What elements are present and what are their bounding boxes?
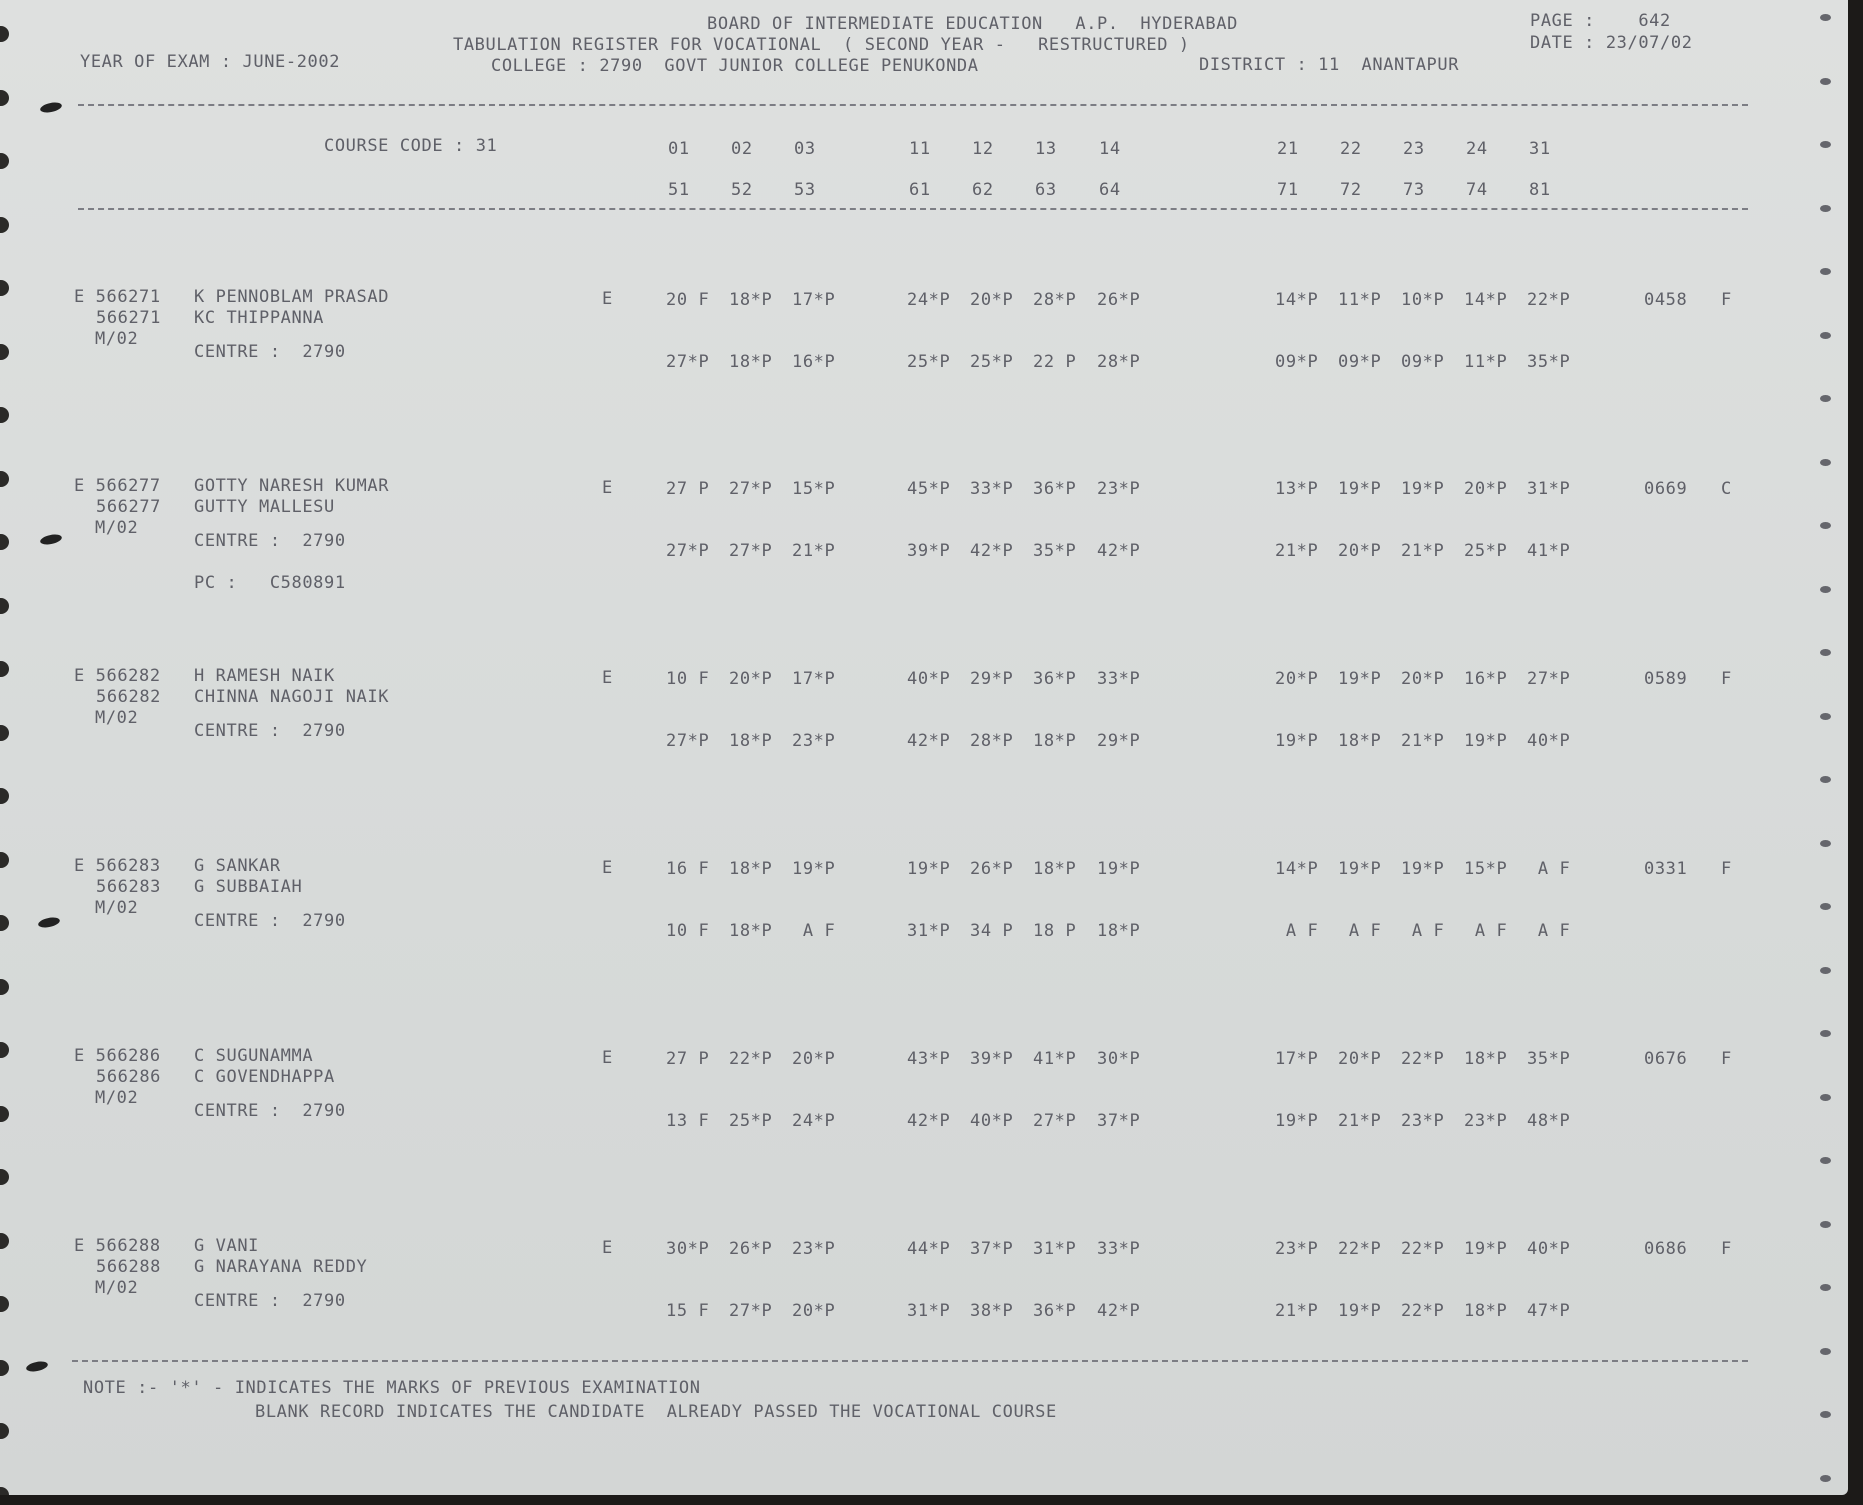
- father-name: G SUBBAIAH: [194, 877, 303, 897]
- mark-cell: 18*P: [729, 290, 773, 310]
- mark-cell: 18*P: [729, 921, 773, 941]
- mark-cell: 36*P: [1033, 669, 1077, 689]
- feed-hole: [1820, 332, 1831, 339]
- exam-session: M/02: [95, 898, 139, 918]
- medium: E: [602, 289, 613, 309]
- feed-hole: [1820, 1475, 1831, 1482]
- mark-cell: 11*P: [1464, 352, 1508, 372]
- mark-cell: 27*P: [666, 541, 710, 561]
- ink-blot: [25, 1360, 48, 1373]
- feed-hole: [1820, 14, 1831, 21]
- mark-cell: 16*P: [1464, 669, 1508, 689]
- page-number: PAGE : 642: [1530, 11, 1671, 31]
- footer-note: NOTE :- '*' - INDICATES THE MARKS OF PREVIOUS EXAMINATION: [83, 1378, 701, 1398]
- mark-cell: 25*P: [970, 352, 1014, 372]
- mark-cell: A F: [1527, 859, 1571, 879]
- candidate-name: G VANI: [194, 1236, 260, 1256]
- hall-ticket-number: 566283: [96, 877, 162, 897]
- mark-cell: A F: [1401, 921, 1445, 941]
- registration-number: E 566271: [74, 287, 161, 307]
- father-name: G NARAYANA REDDY: [194, 1257, 368, 1277]
- mark-cell: 41*P: [1033, 1049, 1077, 1069]
- mark-cell: 37*P: [1097, 1111, 1141, 1131]
- mark-cell: 42*P: [970, 541, 1014, 561]
- centre-code: CENTRE : 2790: [194, 342, 346, 362]
- feed-hole: [0, 407, 9, 423]
- mark-cell: 27*P: [1033, 1111, 1077, 1131]
- subject-code: 53: [794, 180, 816, 200]
- mark-cell: 22*P: [1401, 1049, 1445, 1069]
- candidate-name: K PENNOBLAM PRASAD: [194, 287, 390, 307]
- mark-cell: 14*P: [1464, 290, 1508, 310]
- feed-hole: [0, 598, 9, 614]
- mark-cell: 21*P: [1401, 731, 1445, 751]
- mark-cell: 47*P: [1527, 1301, 1571, 1321]
- ink-blot: [37, 916, 60, 929]
- mark-cell: 30*P: [1097, 1049, 1141, 1069]
- subject-code: 74: [1466, 180, 1488, 200]
- mark-cell: 29*P: [970, 669, 1014, 689]
- feed-hole: [0, 1042, 9, 1058]
- exam-session: M/02: [95, 1278, 139, 1298]
- feed-hole: [0, 344, 9, 360]
- mark-cell: 19*P: [1097, 859, 1141, 879]
- mark-cell: 18 P: [1033, 921, 1077, 941]
- feed-hole: [1820, 395, 1831, 402]
- result-code: F: [1721, 1239, 1732, 1259]
- hall-ticket-number: 566286: [96, 1067, 162, 1087]
- feed-hole: [0, 1233, 9, 1249]
- mark-cell: 14*P: [1275, 290, 1319, 310]
- mark-cell: 18*P: [1033, 731, 1077, 751]
- mark-cell: 09*P: [1338, 352, 1382, 372]
- footer-note-blank-record: BLANK RECORD INDICATES THE CANDIDATE ALREADY PASSED THE VOCATIONAL COURSE: [255, 1402, 1057, 1422]
- total-marks: 0458: [1644, 290, 1688, 310]
- subject-code: 13: [1035, 139, 1057, 159]
- mark-cell: 25*P: [907, 352, 951, 372]
- mark-cell: 27 P: [666, 479, 710, 499]
- centre-code: CENTRE : 2790: [194, 531, 346, 551]
- mark-cell: 19*P: [1275, 1111, 1319, 1131]
- mark-cell: 33*P: [970, 479, 1014, 499]
- feed-hole: [1820, 78, 1831, 85]
- subject-code: 63: [1035, 180, 1057, 200]
- mark-cell: 29*P: [1097, 731, 1141, 751]
- total-marks: 0331: [1644, 859, 1688, 879]
- mark-cell: 17*P: [792, 669, 836, 689]
- mark-cell: 26*P: [970, 859, 1014, 879]
- feed-hole: [1820, 586, 1831, 593]
- mark-cell: 13*P: [1275, 479, 1319, 499]
- total-marks: 0676: [1644, 1049, 1688, 1069]
- subject-code: 31: [1529, 139, 1551, 159]
- mark-cell: 27*P: [666, 352, 710, 372]
- mark-cell: 39*P: [907, 541, 951, 561]
- feed-hole: [0, 1423, 9, 1439]
- centre-code: CENTRE : 2790: [194, 1291, 346, 1311]
- feed-hole: [0, 26, 9, 42]
- ink-blot: [39, 533, 62, 546]
- mark-cell: 48*P: [1527, 1111, 1571, 1131]
- mark-cell: 13 F: [666, 1111, 710, 1131]
- mark-cell: 20 F: [666, 290, 710, 310]
- result-code: F: [1721, 1049, 1732, 1069]
- mark-cell: 18*P: [729, 352, 773, 372]
- candidate-name: C SUGUNAMMA: [194, 1046, 314, 1066]
- mark-cell: 35*P: [1527, 1049, 1571, 1069]
- mark-cell: 21*P: [1275, 541, 1319, 561]
- subject-code: 23: [1403, 139, 1425, 159]
- mark-cell: 18*P: [1097, 921, 1141, 941]
- mark-cell: 19*P: [1338, 479, 1382, 499]
- subject-code: 11: [909, 139, 931, 159]
- mark-cell: 19*P: [1338, 1301, 1382, 1321]
- mark-cell: 27*P: [1527, 669, 1571, 689]
- subject-code: 52: [731, 180, 753, 200]
- mark-cell: 19*P: [1401, 859, 1445, 879]
- mark-cell: 45*P: [907, 479, 951, 499]
- course-code: COURSE CODE : 31: [324, 136, 498, 156]
- mark-cell: 28*P: [1033, 290, 1077, 310]
- feed-hole: [1820, 1348, 1831, 1355]
- mark-cell: 19*P: [1464, 1239, 1508, 1259]
- candidate-name: GOTTY NARESH KUMAR: [194, 476, 390, 496]
- district-info: DISTRICT : 11 ANANTAPUR: [1199, 55, 1460, 75]
- mark-cell: 40*P: [1527, 731, 1571, 751]
- feed-hole: [0, 1106, 9, 1122]
- subject-code: 01: [668, 139, 690, 159]
- mark-cell: 18*P: [1464, 1301, 1508, 1321]
- mark-cell: 42*P: [907, 1111, 951, 1131]
- college-info: COLLEGE : 2790 GOVT JUNIOR COLLEGE PENUKONDA: [491, 56, 979, 76]
- mark-cell: 19*P: [792, 859, 836, 879]
- mark-cell: 42*P: [907, 731, 951, 751]
- mark-cell: 36*P: [1033, 1301, 1077, 1321]
- year-of-exam: YEAR OF EXAM : JUNE-2002: [80, 52, 341, 72]
- mark-cell: 26*P: [729, 1239, 773, 1259]
- feed-hole: [1820, 1030, 1831, 1037]
- mark-cell: 26*P: [1097, 290, 1141, 310]
- mark-cell: 22*P: [1401, 1301, 1445, 1321]
- exam-session: M/02: [95, 1088, 139, 1108]
- feed-hole: [0, 788, 9, 804]
- mark-cell: 33*P: [1097, 1239, 1141, 1259]
- mark-cell: 23*P: [792, 1239, 836, 1259]
- feed-hole: [0, 280, 9, 296]
- centre-code: CENTRE : 2790: [194, 721, 346, 741]
- mark-cell: 15*P: [792, 479, 836, 499]
- feed-hole: [1820, 205, 1831, 212]
- feed-hole: [0, 1487, 9, 1495]
- mark-cell: 17*P: [792, 290, 836, 310]
- subject-code: 73: [1403, 180, 1425, 200]
- mark-cell: 27*P: [729, 1301, 773, 1321]
- medium: E: [602, 858, 613, 878]
- feed-hole: [1820, 1094, 1831, 1101]
- mark-cell: 21*P: [792, 541, 836, 561]
- ink-blot: [39, 101, 62, 114]
- mark-cell: 15 F: [666, 1301, 710, 1321]
- mark-cell: 23*P: [1464, 1111, 1508, 1131]
- feed-hole: [0, 979, 9, 995]
- registration-number: E 566286: [74, 1046, 161, 1066]
- mark-cell: 22*P: [1338, 1239, 1382, 1259]
- mark-cell: 28*P: [970, 731, 1014, 751]
- mark-cell: 27*P: [729, 479, 773, 499]
- mark-cell: 20*P: [1338, 541, 1382, 561]
- mark-cell: 20*P: [792, 1301, 836, 1321]
- mark-cell: 38*P: [970, 1301, 1014, 1321]
- medium: E: [602, 1048, 613, 1068]
- mark-cell: 34 P: [970, 921, 1014, 941]
- medium: E: [602, 478, 613, 498]
- feed-hole: [0, 852, 9, 868]
- mark-cell: 43*P: [907, 1049, 951, 1069]
- mark-cell: 37*P: [970, 1239, 1014, 1259]
- feed-hole: [1820, 1157, 1831, 1164]
- feed-hole: [0, 153, 9, 169]
- mark-cell: 36*P: [1033, 479, 1077, 499]
- result-code: C: [1721, 479, 1732, 499]
- mark-cell: 31*P: [907, 1301, 951, 1321]
- subject-code: 03: [794, 139, 816, 159]
- mark-cell: 22*P: [1401, 1239, 1445, 1259]
- subject-code: 51: [668, 180, 690, 200]
- feed-hole: [1820, 1221, 1831, 1228]
- mark-cell: 18*P: [1338, 731, 1382, 751]
- mark-cell: 19*P: [1401, 479, 1445, 499]
- subject-code: 61: [909, 180, 931, 200]
- registration-number: E 566283: [74, 856, 161, 876]
- mark-cell: 27*P: [666, 731, 710, 751]
- mark-cell: 27 P: [666, 1049, 710, 1069]
- feed-hole: [0, 915, 9, 931]
- mark-cell: 17*P: [1275, 1049, 1319, 1069]
- feed-hole: [0, 90, 9, 106]
- mark-cell: 23*P: [1401, 1111, 1445, 1131]
- mark-cell: 23*P: [1097, 479, 1141, 499]
- feed-hole: [1820, 903, 1831, 910]
- exam-session: M/02: [95, 708, 139, 728]
- mark-cell: 20*P: [1401, 669, 1445, 689]
- subject-code: 14: [1099, 139, 1121, 159]
- feed-hole: [1820, 1284, 1831, 1291]
- mark-cell: 40*P: [970, 1111, 1014, 1131]
- centre-code: CENTRE : 2790: [194, 1101, 346, 1121]
- subject-code: 72: [1340, 180, 1362, 200]
- mark-cell: 18*P: [1464, 1049, 1508, 1069]
- mark-cell: 10 F: [666, 669, 710, 689]
- footer-divider: [72, 1360, 1748, 1362]
- subject-code: 64: [1099, 180, 1121, 200]
- registration-number: E 566282: [74, 666, 161, 686]
- mark-cell: 10*P: [1401, 290, 1445, 310]
- hall-ticket-number: 566271: [96, 308, 162, 328]
- total-marks: 0589: [1644, 669, 1688, 689]
- result-code: F: [1721, 290, 1732, 310]
- mark-cell: A F: [1338, 921, 1382, 941]
- mark-cell: 19*P: [1338, 859, 1382, 879]
- feed-hole: [1820, 967, 1831, 974]
- mark-cell: 14*P: [1275, 859, 1319, 879]
- subject-code: 12: [972, 139, 994, 159]
- hall-ticket-number: 566282: [96, 687, 162, 707]
- mark-cell: 19*P: [907, 859, 951, 879]
- mark-cell: 30*P: [666, 1239, 710, 1259]
- mark-cell: 24*P: [792, 1111, 836, 1131]
- medium: E: [602, 668, 613, 688]
- feed-hole: [0, 1169, 9, 1185]
- mark-cell: 16*P: [792, 352, 836, 372]
- mark-cell: 19*P: [1464, 731, 1508, 751]
- registration-number: E 566277: [74, 476, 161, 496]
- total-marks: 0669: [1644, 479, 1688, 499]
- medium: E: [602, 1238, 613, 1258]
- father-name: GUTTY MALLESU: [194, 497, 335, 517]
- father-name: CHINNA NAGOJI NAIK: [194, 687, 390, 707]
- mark-cell: A F: [1464, 921, 1508, 941]
- mark-cell: 25*P: [1464, 541, 1508, 561]
- mark-cell: 20*P: [1338, 1049, 1382, 1069]
- mark-cell: 39*P: [970, 1049, 1014, 1069]
- exam-session: M/02: [95, 518, 139, 538]
- result-code: F: [1721, 859, 1732, 879]
- mark-cell: 31*P: [1527, 479, 1571, 499]
- mark-cell: 22*P: [1527, 290, 1571, 310]
- mark-cell: 15*P: [1464, 859, 1508, 879]
- mark-cell: A F: [1275, 921, 1319, 941]
- column-header-divider: [78, 208, 1748, 210]
- feed-hole: [0, 661, 9, 677]
- mark-cell: A F: [792, 921, 836, 941]
- feed-hole: [0, 534, 9, 550]
- mark-cell: 40*P: [907, 669, 951, 689]
- feed-hole: [0, 1360, 9, 1376]
- subject-code: 22: [1340, 139, 1362, 159]
- subject-code: 02: [731, 139, 753, 159]
- feed-hole: [1820, 649, 1831, 656]
- mark-cell: 23*P: [792, 731, 836, 751]
- mark-cell: 20*P: [792, 1049, 836, 1069]
- registration-number: E 566288: [74, 1236, 161, 1256]
- feed-hole: [0, 217, 9, 233]
- feed-hole: [1820, 840, 1831, 847]
- subject-code: 24: [1466, 139, 1488, 159]
- subject-code: 71: [1277, 180, 1299, 200]
- mark-cell: 20*P: [1275, 669, 1319, 689]
- mark-cell: 40*P: [1527, 1239, 1571, 1259]
- mark-cell: A F: [1527, 921, 1571, 941]
- mark-cell: 20*P: [970, 290, 1014, 310]
- mark-cell: 21*P: [1401, 541, 1445, 561]
- feed-hole: [0, 1296, 9, 1312]
- mark-cell: 16 F: [666, 859, 710, 879]
- register-title: TABULATION REGISTER FOR VOCATIONAL ( SECOND YEAR - RESTRUCTURED ): [453, 35, 1190, 55]
- mark-cell: 23*P: [1275, 1239, 1319, 1259]
- total-marks: 0686: [1644, 1239, 1688, 1259]
- mark-cell: 21*P: [1275, 1301, 1319, 1321]
- mark-cell: 35*P: [1033, 541, 1077, 561]
- feed-hole: [1820, 713, 1831, 720]
- hall-ticket-number: 566288: [96, 1257, 162, 1277]
- mark-cell: 28*P: [1097, 352, 1141, 372]
- board-title: BOARD OF INTERMEDIATE EDUCATION A.P. HYDERABAD: [707, 14, 1238, 34]
- subject-code: 21: [1277, 139, 1299, 159]
- header-divider: [78, 104, 1748, 106]
- mark-cell: 22*P: [729, 1049, 773, 1069]
- mark-cell: 18*P: [729, 731, 773, 751]
- mark-cell: 22 P: [1033, 352, 1077, 372]
- feed-hole: [0, 725, 9, 741]
- feed-hole: [1820, 1411, 1831, 1418]
- mark-cell: 33*P: [1097, 669, 1141, 689]
- mark-cell: 24*P: [907, 290, 951, 310]
- feed-hole: [1820, 141, 1831, 148]
- mark-cell: 31*P: [1033, 1239, 1077, 1259]
- feed-hole: [0, 471, 9, 487]
- feed-hole: [1820, 459, 1831, 466]
- centre-code: CENTRE : 2790: [194, 911, 346, 931]
- mark-cell: 25*P: [729, 1111, 773, 1131]
- mark-cell: 31*P: [907, 921, 951, 941]
- subject-code: 81: [1529, 180, 1551, 200]
- mark-cell: 44*P: [907, 1239, 951, 1259]
- candidate-name: H RAMESH NAIK: [194, 666, 335, 686]
- mark-cell: 09*P: [1275, 352, 1319, 372]
- father-name: C GOVENDHAPPA: [194, 1067, 335, 1087]
- mark-cell: 09*P: [1401, 352, 1445, 372]
- mark-cell: 19*P: [1338, 669, 1382, 689]
- mark-cell: 18*P: [729, 859, 773, 879]
- mark-cell: 42*P: [1097, 1301, 1141, 1321]
- feed-hole: [1820, 776, 1831, 783]
- mark-cell: 20*P: [729, 669, 773, 689]
- mark-cell: 21*P: [1338, 1111, 1382, 1131]
- mark-cell: 41*P: [1527, 541, 1571, 561]
- hall-ticket-number: 566277: [96, 497, 162, 517]
- exam-session: M/02: [95, 329, 139, 349]
- result-code: F: [1721, 669, 1732, 689]
- pc-number: PC : C580891: [194, 573, 346, 593]
- feed-hole: [1820, 522, 1831, 529]
- mark-cell: 10 F: [666, 921, 710, 941]
- print-date: DATE : 23/07/02: [1530, 33, 1693, 53]
- mark-cell: 27*P: [729, 541, 773, 561]
- subject-code: 62: [972, 180, 994, 200]
- mark-cell: 35*P: [1527, 352, 1571, 372]
- feed-hole: [1820, 268, 1831, 275]
- mark-cell: 42*P: [1097, 541, 1141, 561]
- mark-cell: 18*P: [1033, 859, 1077, 879]
- mark-cell: 11*P: [1338, 290, 1382, 310]
- candidate-name: G SANKAR: [194, 856, 281, 876]
- mark-cell: 19*P: [1275, 731, 1319, 751]
- father-name: KC THIPPANNA: [194, 308, 325, 328]
- mark-cell: 20*P: [1464, 479, 1508, 499]
